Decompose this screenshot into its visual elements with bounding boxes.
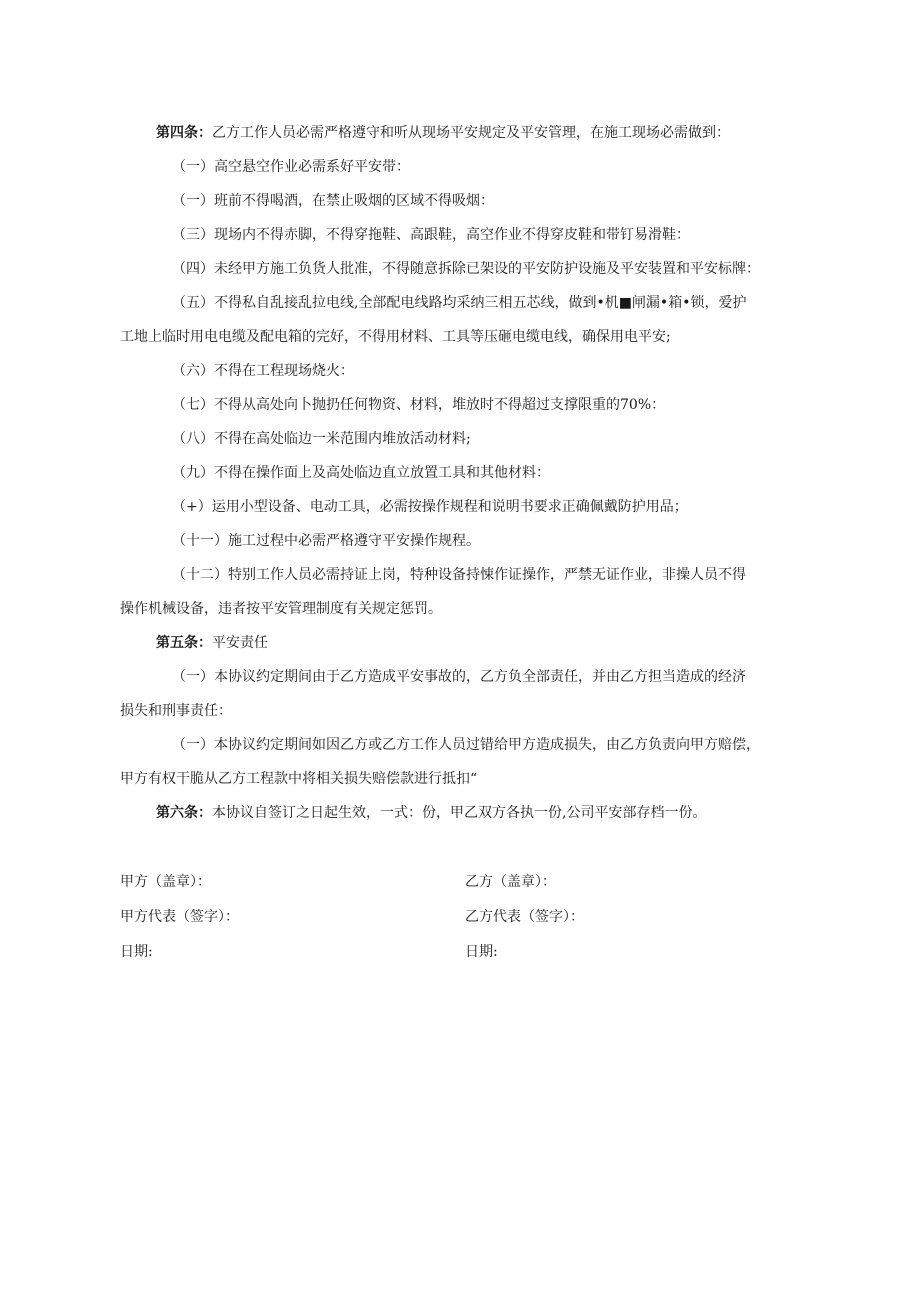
seal-row	[120, 865, 820, 900]
article5-title-line	[120, 626, 804, 660]
article4-item-7: （七）不得从高处向卜抛扔任何物资、材料，堆放时不得超过支撑限重的70%：	[172, 397, 666, 413]
party-b-date-label: 日期:	[465, 944, 498, 960]
party-a-rep-label: 甲方代表（签字）：	[120, 909, 239, 925]
article4-item-8: （八）不得在高处临边一米范围内堆放活动材料;	[172, 431, 471, 447]
article4-item-12-cont: 操作机械设备，违者按平安管理制度有关规定惩罚。	[120, 601, 442, 617]
party-a-date-label: 日期:	[120, 944, 153, 960]
article5-item-2-cont: 甲方有权干脆从乙方工程款中将相关损失赔偿款进行抵扣“	[120, 771, 478, 787]
party-b-seal-label: 乙方（盖章）：	[465, 874, 556, 890]
article4-item-10: （+）运用小型设备、电动工具，必需按操作规程和说明书要求正确佩戴防护用品；	[172, 499, 688, 515]
date-row	[120, 935, 820, 970]
article4-item-12: （十二）特别工作人员必需持证上岗，特种设备持悚作证操作，严禁无证作业，非操人员不得	[172, 567, 746, 583]
article4-item-1: （一）高空悬空作业必需系好平安带：	[172, 159, 410, 175]
article4-item-4: （四）未经甲方施工负货人批准，不得随意拆除已架设的平安防护设施及平安装置和平安标牌：	[172, 261, 760, 277]
signature-block	[120, 865, 820, 970]
article4-item-6: （六）不得在工程现场烧火：	[172, 363, 354, 379]
party-b-rep-label: 乙方代表（签字）：	[465, 909, 584, 925]
article4-item-3: （三）现场内不得赤脚，不得穿拖鞋、高跟鞋，高空作业不得穿皮鞋和带钉易滑鞋：	[172, 227, 690, 243]
article5-item-2: （一）本协议约定期间如因乙方或乙方工作人员过错给甲方造成损失，由乙方负责向甲方赔偿，	[172, 737, 760, 753]
article6-heading: 第六条：	[156, 805, 212, 821]
article5-title: 平安责任	[212, 635, 268, 651]
article4-intro	[120, 116, 804, 150]
article4-item-11: （十一）施工过程中必需严格遵守平安操作规程。	[172, 533, 480, 549]
article6-text: 本协议自签订之日起生效，一式：份，甲乙双方各执一份,公司平安部存档一份。	[212, 805, 707, 821]
article5-heading: 第五条：	[156, 635, 212, 651]
article4-item-5: （五）不得私自乱接乱拉电线,全部配电线路均采纳三相五芯线，做到•机■闸漏•箱•锁，爱护	[172, 295, 747, 311]
article6-line	[120, 796, 804, 830]
representative-row	[120, 900, 820, 935]
article4-item-9: （九）不得在操作面上及高处临边直立放置工具和其他材料：	[172, 465, 550, 481]
article5-item-1-cont: 损失和刑事责任：	[120, 703, 232, 719]
article4-item-5-cont: 工地上临时用电电缆及配电箱的完好，不得用材料、工具等压砸电缆电线，确保用电平安;	[120, 329, 671, 345]
article4-heading: 第四条：	[156, 125, 212, 141]
agreement-body	[120, 116, 804, 830]
article4-intro-text: 乙方工作人员必需严格遵守和听从现场平安规定及平安管理，在施工现场必需做到：	[212, 125, 730, 141]
article4-item-2: （一）班前不得喝酒，在禁止吸烟的区域不得吸烟：	[172, 193, 494, 209]
article5-item-1: （一）本协议约定期间由于乙方造成平安事故的，乙方负全部责任，并由乙方担当造成的经济	[172, 669, 746, 685]
party-a-seal-label: 甲方（盖章）：	[120, 874, 211, 890]
